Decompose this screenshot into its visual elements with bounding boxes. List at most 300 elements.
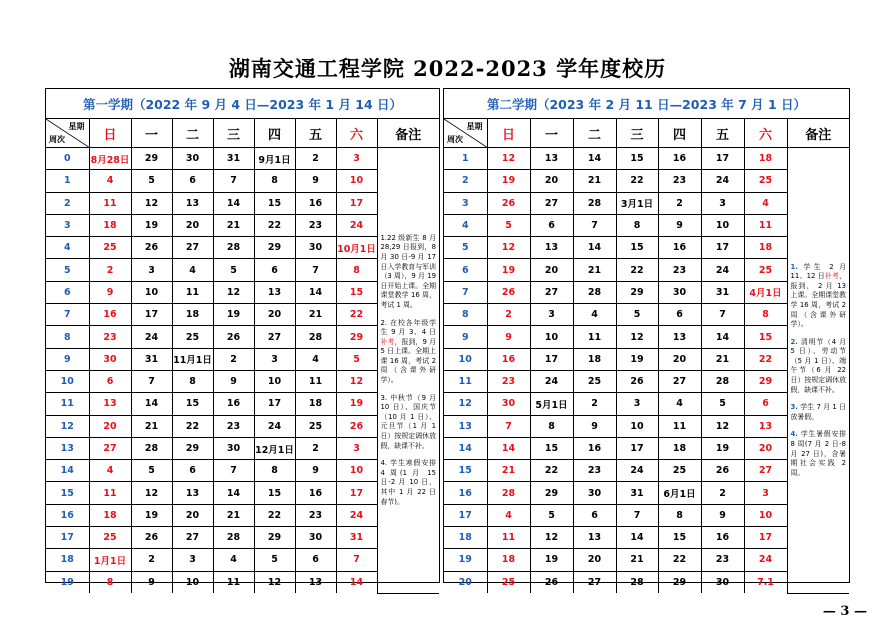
date-cell: 3 xyxy=(616,393,658,415)
date-cell: 17 xyxy=(701,148,744,170)
date-cell: 29 xyxy=(254,527,295,549)
notes-cell xyxy=(377,148,439,594)
week-row xyxy=(46,148,439,170)
date-cell: 31 xyxy=(336,527,377,549)
date-cell: 28 xyxy=(573,281,616,303)
semester1-calendar xyxy=(45,88,440,589)
week-number: 7 xyxy=(46,304,89,326)
date-cell: 29 xyxy=(658,571,701,593)
date-cell: 26 xyxy=(213,326,254,348)
date-cell: 26 xyxy=(487,192,530,214)
date-cell: 7 xyxy=(295,259,336,281)
semester1-table xyxy=(46,89,439,594)
date-cell: 26 xyxy=(701,460,744,482)
date-cell: 7 xyxy=(573,214,616,236)
note-text: 学生 2 月 11、12 日 xyxy=(790,262,846,281)
week-number: 15 xyxy=(444,460,487,482)
date-cell: 28 xyxy=(616,571,658,593)
date-cell: 24 xyxy=(254,415,295,437)
date-cell: 2 xyxy=(213,348,254,370)
day-header-thu: 四 xyxy=(254,119,295,148)
date-cell: 23 xyxy=(89,326,131,348)
date-cell: 14 xyxy=(295,281,336,303)
date-cell: 16 xyxy=(658,148,701,170)
date-cell: 5 xyxy=(131,460,172,482)
date-cell: 27 xyxy=(573,571,616,593)
notes-cell xyxy=(787,148,849,594)
date-cell: 16 xyxy=(701,527,744,549)
week-number: 10 xyxy=(444,348,487,370)
day-header-tue: 二 xyxy=(573,119,616,148)
week-number: 7 xyxy=(444,281,487,303)
date-cell: 24 xyxy=(701,170,744,192)
date-cell: 23 xyxy=(658,170,701,192)
date-cell: 12 xyxy=(487,237,530,259)
date-cell: 3 xyxy=(336,148,377,170)
date-cell: 20 xyxy=(658,348,701,370)
date-cell: 4 xyxy=(213,549,254,571)
date-cell: 7 xyxy=(616,504,658,526)
date-cell: 20 xyxy=(172,214,213,236)
week-number: 13 xyxy=(444,415,487,437)
date-cell: 11 xyxy=(89,482,131,504)
date-cell: 4月1日 xyxy=(744,281,787,303)
date-cell: 10 xyxy=(744,504,787,526)
date-cell: 26 xyxy=(616,370,658,392)
note-highlight: 补考 xyxy=(824,272,840,281)
date-cell: 9 xyxy=(487,326,530,348)
date-cell: 2 xyxy=(295,437,336,459)
date-cell: 18 xyxy=(89,214,131,236)
day-header-sun: 日 xyxy=(487,119,530,148)
date-cell: 2 xyxy=(487,304,530,326)
note-text: 学生暑假安排 8 周(7 月 2 日-8 月 27 日)，含暑期社会实践 2 周。 xyxy=(790,430,846,477)
date-cell: 31 xyxy=(131,348,172,370)
date-cell: 19 xyxy=(616,348,658,370)
date-cell: 11 xyxy=(744,214,787,236)
date-cell: 7 xyxy=(487,415,530,437)
date-cell: 29 xyxy=(254,237,295,259)
date-cell: 5 xyxy=(530,504,573,526)
date-cell: 20 xyxy=(89,415,131,437)
week-number: 3 xyxy=(46,214,89,236)
date-cell: 9 xyxy=(658,214,701,236)
date-cell: 25 xyxy=(744,259,787,281)
date-cell: 19 xyxy=(701,437,744,459)
date-cell: 9 xyxy=(295,460,336,482)
date-cell: 20 xyxy=(744,437,787,459)
date-cell: 22 xyxy=(616,170,658,192)
date-cell: 17 xyxy=(530,348,573,370)
date-cell: 21 xyxy=(573,259,616,281)
date-cell: 15 xyxy=(658,527,701,549)
note-number: 4. xyxy=(790,430,798,439)
day-header-sun: 日 xyxy=(89,119,131,148)
date-cell: 3 xyxy=(254,348,295,370)
date-cell: 13 xyxy=(254,281,295,303)
date-cell: 28 xyxy=(701,370,744,392)
date-cell: 30 xyxy=(701,571,744,593)
date-cell: 8 xyxy=(172,370,213,392)
date-cell: 14 xyxy=(573,237,616,259)
date-cell: 11 xyxy=(89,192,131,214)
date-cell: 23 xyxy=(701,549,744,571)
date-cell: 22 xyxy=(616,259,658,281)
date-cell: 26 xyxy=(336,415,377,437)
date-cell: 22 xyxy=(172,415,213,437)
date-cell: 3 xyxy=(701,192,744,214)
date-cell: 14 xyxy=(573,148,616,170)
date-cell: 22 xyxy=(254,504,295,526)
week-number: 5 xyxy=(46,259,89,281)
week-number: 12 xyxy=(444,393,487,415)
page-title: 湖南交通工程学院 2022-2023 学年度校历 xyxy=(228,56,667,81)
date-cell: 6 xyxy=(744,393,787,415)
date-cell: 18 xyxy=(744,237,787,259)
date-cell: 28 xyxy=(487,482,530,504)
note-text: 2. 在校各年级学生 9 月 3、4 日 xyxy=(380,318,436,337)
date-cell: 25 xyxy=(295,415,336,437)
week-number: 5 xyxy=(444,237,487,259)
date-cell: 4 xyxy=(89,170,131,192)
date-cell: 15 xyxy=(530,437,573,459)
week-number: 8 xyxy=(46,326,89,348)
date-cell: 18 xyxy=(487,549,530,571)
date-cell: 13 xyxy=(89,393,131,415)
header-corner xyxy=(46,119,89,148)
date-cell: 4 xyxy=(744,192,787,214)
date-cell: 12 xyxy=(616,326,658,348)
date-cell: 6 xyxy=(573,504,616,526)
date-cell: 18 xyxy=(658,437,701,459)
date-cell: 14 xyxy=(213,192,254,214)
date-cell: 10 xyxy=(131,281,172,303)
date-cell: 27 xyxy=(172,237,213,259)
date-cell: 4 xyxy=(89,460,131,482)
date-cell: 10 xyxy=(254,370,295,392)
date-cell: 9 xyxy=(213,370,254,392)
date-cell: 15 xyxy=(616,237,658,259)
date-cell: 30 xyxy=(295,237,336,259)
day-header-wed: 三 xyxy=(616,119,658,148)
date-cell: 20 xyxy=(530,259,573,281)
date-cell: 3 xyxy=(744,482,787,504)
date-cell: 8 xyxy=(530,415,573,437)
notes-header: 备注 xyxy=(377,119,439,148)
date-cell: 6 xyxy=(530,214,573,236)
note-text: 4. 学生寒假安排 4 周(1 月 15 日-2 月 10 日，其中 1 月 22 日春节)。 xyxy=(380,459,436,506)
date-cell: 12 xyxy=(336,370,377,392)
date-cell: 15 xyxy=(254,482,295,504)
week-number: 4 xyxy=(444,214,487,236)
date-cell: 13 xyxy=(530,148,573,170)
week-number: 20 xyxy=(444,571,487,593)
week-row xyxy=(444,148,849,170)
date-cell: 10月1日 xyxy=(336,237,377,259)
date-cell: 15 xyxy=(336,281,377,303)
date-cell: 17 xyxy=(616,437,658,459)
date-cell: 21 xyxy=(213,214,254,236)
date-cell: 18 xyxy=(89,504,131,526)
week-number: 1 xyxy=(444,148,487,170)
date-cell: 30 xyxy=(487,393,530,415)
header-corner xyxy=(444,119,487,148)
note-number: 3. xyxy=(790,403,798,412)
date-cell: 3月1日 xyxy=(616,192,658,214)
date-cell: 21 xyxy=(131,415,172,437)
week-number: 0 xyxy=(46,148,89,170)
date-cell: 10 xyxy=(336,170,377,192)
date-cell: 11月1日 xyxy=(172,348,213,370)
date-cell: 5 xyxy=(131,170,172,192)
date-cell: 5 xyxy=(336,348,377,370)
date-cell: 12 xyxy=(131,192,172,214)
note-text: ，报到， 2 月 13 上课。全期课堂教学 16 周，考试 2 周（含课外研学）。 xyxy=(790,272,846,329)
date-cell: 12 xyxy=(131,482,172,504)
date-cell: 23 xyxy=(658,259,701,281)
date-cell: 17 xyxy=(336,192,377,214)
date-cell: 30 xyxy=(89,348,131,370)
date-cell: 7 xyxy=(336,549,377,571)
date-cell: 5 xyxy=(701,393,744,415)
week-number: 15 xyxy=(46,482,89,504)
date-cell: 12 xyxy=(213,281,254,303)
date-cell: 25 xyxy=(89,237,131,259)
date-cell: 11 xyxy=(172,281,213,303)
date-cell: 11 xyxy=(487,527,530,549)
date-cell: 28 xyxy=(213,237,254,259)
date-cell: 6 xyxy=(89,370,131,392)
date-cell: 12 xyxy=(487,148,530,170)
week-number: 2 xyxy=(444,170,487,192)
date-cell: 4 xyxy=(295,348,336,370)
date-cell: 16 xyxy=(573,437,616,459)
date-cell: 8 xyxy=(616,214,658,236)
date-cell: 3 xyxy=(530,304,573,326)
date-cell: 13 xyxy=(573,527,616,549)
week-number: 19 xyxy=(444,549,487,571)
header-corner-weekday: 星期 xyxy=(68,122,85,131)
date-cell: 7 xyxy=(701,304,744,326)
week-number: 8 xyxy=(444,304,487,326)
date-cell: 16 xyxy=(487,348,530,370)
date-cell: 10 xyxy=(530,326,573,348)
date-cell: 24 xyxy=(530,370,573,392)
date-cell: 9 xyxy=(131,571,172,593)
date-cell: 5 xyxy=(254,549,295,571)
date-cell: 24 xyxy=(744,549,787,571)
date-cell: 25 xyxy=(89,527,131,549)
date-cell: 25 xyxy=(487,571,530,593)
date-cell: 17 xyxy=(131,304,172,326)
week-number: 4 xyxy=(46,237,89,259)
date-cell: 11 xyxy=(213,571,254,593)
date-cell: 29 xyxy=(530,482,573,504)
date-cell: 15 xyxy=(254,192,295,214)
date-cell: 4 xyxy=(487,504,530,526)
week-number: 14 xyxy=(444,437,487,459)
day-header-fri: 五 xyxy=(295,119,336,148)
date-cell: 9 xyxy=(295,170,336,192)
date-cell: 27 xyxy=(254,326,295,348)
date-cell: 22 xyxy=(254,214,295,236)
date-cell: 11 xyxy=(295,370,336,392)
day-header-sat: 六 xyxy=(336,119,377,148)
date-cell: 2 xyxy=(131,549,172,571)
date-cell: 29 xyxy=(744,370,787,392)
date-cell: 20 xyxy=(254,304,295,326)
week-number: 16 xyxy=(444,482,487,504)
semester2-title: 第二学期（2023 年 2 月 11 日—2023 年 7 月 1 日） xyxy=(444,89,849,119)
date-cell: 12 xyxy=(254,571,295,593)
header-corner-week: 周次 xyxy=(447,135,463,144)
week-number: 3 xyxy=(444,192,487,214)
day-header-tue: 二 xyxy=(172,119,213,148)
date-cell: 13 xyxy=(744,415,787,437)
date-cell: 8 xyxy=(744,304,787,326)
week-number: 11 xyxy=(444,370,487,392)
date-cell: 8 xyxy=(254,170,295,192)
week-number: 18 xyxy=(46,549,89,571)
date-cell: 27 xyxy=(744,460,787,482)
header-corner-week: 周次 xyxy=(49,135,65,144)
date-cell: 7 xyxy=(213,170,254,192)
date-cell: 31 xyxy=(616,482,658,504)
day-header-mon: 一 xyxy=(530,119,573,148)
date-cell: 15 xyxy=(744,326,787,348)
date-cell: 18 xyxy=(295,393,336,415)
note-text: 清明节（4 月 5 日）、劳动节（5 月 1 日）、端午节（6 月 22 日）按规定调休放假，缺课不补。 xyxy=(790,337,846,394)
date-cell: 24 xyxy=(616,460,658,482)
date-cell: 17 xyxy=(701,237,744,259)
date-cell: 19 xyxy=(213,304,254,326)
week-number: 2 xyxy=(46,192,89,214)
date-cell: 6 xyxy=(295,549,336,571)
date-cell: 23 xyxy=(295,214,336,236)
date-cell: 16 xyxy=(213,393,254,415)
date-cell: 23 xyxy=(295,504,336,526)
date-cell: 26 xyxy=(530,571,573,593)
day-header-thu: 四 xyxy=(658,119,701,148)
date-cell: 31 xyxy=(213,148,254,170)
week-number: 17 xyxy=(46,527,89,549)
date-cell: 12月1日 xyxy=(254,437,295,459)
date-cell: 24 xyxy=(336,214,377,236)
date-cell: 12 xyxy=(701,415,744,437)
date-cell: 6 xyxy=(254,259,295,281)
week-number: 6 xyxy=(444,259,487,281)
week-number: 13 xyxy=(46,437,89,459)
date-cell: 4 xyxy=(573,304,616,326)
date-cell: 21 xyxy=(487,460,530,482)
date-cell: 23 xyxy=(573,460,616,482)
date-cell: 20 xyxy=(530,170,573,192)
date-cell: 14 xyxy=(131,393,172,415)
date-cell: 3 xyxy=(172,549,213,571)
date-cell: 3 xyxy=(131,259,172,281)
date-cell: 21 xyxy=(573,170,616,192)
date-cell: 4 xyxy=(172,259,213,281)
date-cell: 11 xyxy=(658,415,701,437)
date-cell: 2 xyxy=(573,393,616,415)
week-number: 9 xyxy=(444,326,487,348)
date-cell: 21 xyxy=(616,549,658,571)
date-cell: 5 xyxy=(487,214,530,236)
date-cell: 9 xyxy=(701,504,744,526)
date-cell: 30 xyxy=(658,281,701,303)
day-header-sat: 六 xyxy=(744,119,787,148)
date-cell: 13 xyxy=(530,237,573,259)
notes-header: 备注 xyxy=(787,119,849,148)
date-cell: 25 xyxy=(573,370,616,392)
date-cell: 25 xyxy=(172,326,213,348)
header-corner-weekday: 星期 xyxy=(466,122,483,131)
date-cell: 29 xyxy=(172,437,213,459)
page-number: — 3 — xyxy=(822,604,867,619)
date-cell: 14 xyxy=(487,437,530,459)
date-cell: 24 xyxy=(701,259,744,281)
date-cell: 17 xyxy=(336,482,377,504)
date-cell: 22 xyxy=(530,460,573,482)
date-cell: 19 xyxy=(487,259,530,281)
date-cell: 19 xyxy=(530,549,573,571)
date-cell: 22 xyxy=(744,348,787,370)
date-cell: 30 xyxy=(172,148,213,170)
date-cell: 8 xyxy=(336,259,377,281)
date-cell: 16 xyxy=(89,304,131,326)
date-cell: 7 xyxy=(131,370,172,392)
date-cell: 5 xyxy=(616,304,658,326)
week-number: 17 xyxy=(444,504,487,526)
date-cell: 21 xyxy=(213,504,254,526)
date-cell: 2 xyxy=(295,148,336,170)
date-cell: 2 xyxy=(89,259,131,281)
semester1-title: 第一学期（2022 年 9 月 4 日—2023 年 1 月 14 日） xyxy=(46,89,439,119)
date-cell: 26 xyxy=(487,281,530,303)
date-cell: 29 xyxy=(616,281,658,303)
date-cell: 12 xyxy=(530,527,573,549)
date-cell: 25 xyxy=(658,460,701,482)
date-cell: 6 xyxy=(172,460,213,482)
date-cell: 19 xyxy=(487,170,530,192)
date-cell: 3 xyxy=(336,437,377,459)
date-cell: 11 xyxy=(573,326,616,348)
date-cell: 15 xyxy=(616,148,658,170)
date-cell: 28 xyxy=(131,437,172,459)
date-cell: 15 xyxy=(172,393,213,415)
semester2-table xyxy=(444,89,849,594)
date-cell: 7 xyxy=(213,460,254,482)
date-cell: 27 xyxy=(658,370,701,392)
note-text: 1.22 级新生 8 月 28,29 日报到，8 月 30 日-9 月 17 日入学教育与军训（3 周），9 月 19 日开始上课。全期课堂教学 16 周，考试 1 周。 xyxy=(380,233,436,309)
week-number: 18 xyxy=(444,527,487,549)
date-cell: 10 xyxy=(616,415,658,437)
date-cell: 24 xyxy=(131,326,172,348)
week-number: 11 xyxy=(46,393,89,415)
date-cell: 9月1日 xyxy=(254,148,295,170)
date-cell: 2 xyxy=(658,192,701,214)
date-cell: 31 xyxy=(701,281,744,303)
date-cell: 10 xyxy=(172,571,213,593)
date-cell: 21 xyxy=(295,304,336,326)
date-cell: 8 xyxy=(658,504,701,526)
semester2-calendar xyxy=(443,88,850,589)
date-cell: 18 xyxy=(744,148,787,170)
date-cell: 21 xyxy=(701,348,744,370)
date-cell: 5月1日 xyxy=(530,393,573,415)
date-cell: 16 xyxy=(295,192,336,214)
note-text: 学生 7 月 1 日放暑假。 xyxy=(790,403,846,421)
